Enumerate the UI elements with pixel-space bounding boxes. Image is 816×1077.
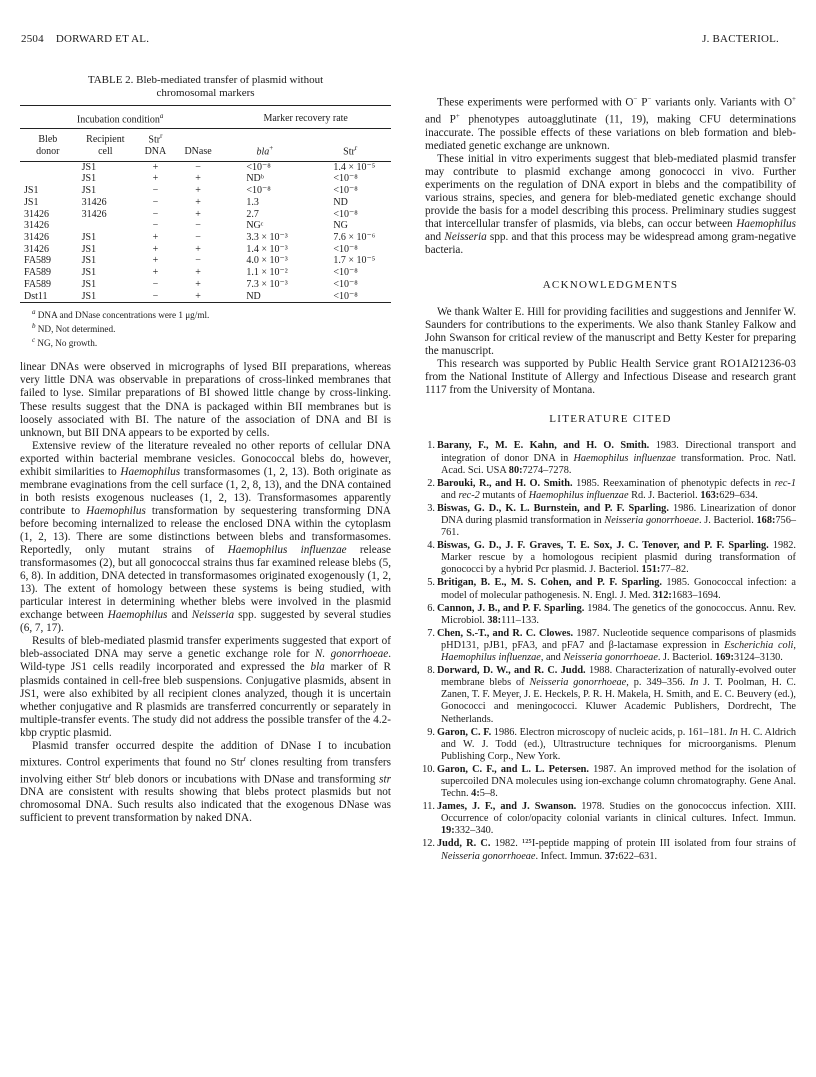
cell-dnase: + bbox=[195, 173, 201, 185]
cell-bla: 7.3 × 10⁻³ bbox=[246, 278, 288, 290]
table-row bbox=[20, 161, 391, 173]
cell-strr: 1.4 × 10⁻⁵ bbox=[333, 161, 376, 173]
reference-number: 11. bbox=[422, 801, 435, 813]
reference-number: 8. bbox=[427, 665, 435, 677]
reference-authors: Judd, R. C. bbox=[437, 838, 491, 850]
reference-number: 7. bbox=[427, 627, 435, 639]
reference-number: 5. bbox=[427, 577, 435, 589]
reference-authors: Garon, C. F. bbox=[437, 726, 492, 738]
paragraph: Plasmid transfer occurred despite the addition of DNase I to incubation mixtures. Control experiments that found no Str$^r$ clones resulting from transfers involving either Str$^r$ bleb donors or incubations with DNase and transforming str DNA are consistent with results showing that blebs protect plasmids but not chromosomal DNA. Such results also indicated that the exogenous DNase was sufficient to prevent transformation by naked DNA. bbox=[20, 739, 391, 825]
col-header-bleb-donor: Bleb donor bbox=[20, 129, 76, 162]
table-row bbox=[20, 185, 391, 197]
cell-recipient: JS1 bbox=[81, 278, 97, 290]
cell-bleb-donor: 31426 bbox=[24, 208, 49, 220]
cell-recipient: JS1 bbox=[81, 231, 97, 243]
reference-authors: Biswas, G. D., J. F. Graves, T. E. Sox, J. C. Tenover, and P. F. Sparling. bbox=[437, 540, 769, 552]
reference-volume: 312: bbox=[652, 589, 672, 601]
cell-strr: 7.6 × 10⁻⁶ bbox=[333, 231, 376, 243]
reference-item: 3. Biswas, G. D., K. L. Burnstein, and P. F. Sparling. 1986. Linearization of donor DNA during plasmid transformation in Neisseria gonorrhoeae. J. Bacteriol. 168:756–761. bbox=[425, 503, 796, 539]
cell-strr: <10⁻⁸ bbox=[333, 278, 358, 290]
cell-str-dna: + bbox=[152, 161, 159, 173]
table-row bbox=[20, 220, 391, 232]
paragraph: These initial in vitro experiments suggest that bleb-mediated plasmid transfer may contribute to plasmid exchange among gonococci in vivo. Further experiments on the regulation of DNA export in blebs and the compatibility of various strains, species, and genera for bleb-mediated genetic exchange should provide the basis for a model describing this process. Preliminary studies suggest that intercellular transfer of plasmids, via blebs, can occur between Haemophilus and Neisseria spp. and that this process may be widespread among gram-negative bacteria. bbox=[425, 152, 796, 256]
reference-volume: 19: bbox=[441, 825, 455, 837]
cell-bla: NGᶜ bbox=[246, 220, 264, 232]
reference-authors: Biswas, G. D., K. L. Burnstein, and P. F. Sparling. bbox=[437, 502, 669, 514]
reference-number: 4. bbox=[427, 540, 435, 552]
cell-bleb-donor: JS1 bbox=[24, 196, 39, 208]
cell-recipient: JS1 bbox=[81, 290, 97, 302]
table-footnotes bbox=[20, 307, 391, 349]
cell-bleb-donor: FA589 bbox=[24, 255, 52, 267]
cell-strr: <10⁻⁸ bbox=[333, 243, 358, 255]
reference-number: 1. bbox=[427, 440, 435, 452]
cell-recipient: 31426 bbox=[81, 208, 107, 220]
cell-bla: NDᵇ bbox=[246, 173, 264, 185]
cell-str-dna: − bbox=[152, 278, 159, 290]
reference-item: 10. Garon, C. F., and L. L. Petersen. 1987. An improved method for the isolation of supercoiled DNA molecules using ion-exchange column chromatography. Gene Anal. Techn. 4:5–8. bbox=[425, 764, 796, 800]
reference-item: 9. Garon, C. F. 1986. Electron microscopy of nucleic acids, p. 161–181. In H. C. Aldrich and W. J. Todd (ed.), Ultrastructure techniques for microorganisms. Plenum Publishing Corp., New York. bbox=[425, 727, 796, 763]
cell-dnase: − bbox=[195, 231, 201, 243]
table-row bbox=[20, 209, 391, 221]
cell-recipient: JS1 bbox=[81, 161, 97, 173]
reference-authors: Barany, F., M. E. Kahn, and H. O. Smith. bbox=[437, 440, 650, 452]
cell-recipient bbox=[76, 220, 135, 232]
table-row bbox=[20, 244, 391, 256]
cell-dnase: + bbox=[195, 185, 201, 197]
reference-item: 12. Judd, R. C. 1982. ¹²⁵I-peptide mapping of protein III isolated from four strains of Neisseria gonorrhoeae. Infect. Immun. 37:622–631. bbox=[425, 838, 796, 862]
col-header-bla: bla+ bbox=[220, 129, 309, 162]
cell-bla: ND bbox=[246, 290, 261, 302]
col-header-str-dna: Str$^r$ DNA bbox=[135, 129, 176, 162]
cell-bla: 3.3 × 10⁻³ bbox=[246, 231, 288, 243]
reference-authors: Chen, S.-T., and R. C. Clowes. bbox=[437, 627, 574, 639]
cell-str-dna: − bbox=[152, 208, 159, 220]
cell-dnase: − bbox=[195, 220, 201, 232]
cell-bleb-donor: Dst11 bbox=[24, 290, 48, 302]
running-authors: DORWARD ET AL. bbox=[55, 33, 150, 45]
cell-str-dna: + bbox=[152, 231, 159, 243]
cell-bla: 1.4 × 10⁻³ bbox=[246, 243, 288, 255]
reference-authors: James, J. F., and J. Swanson. bbox=[437, 801, 577, 813]
cell-recipient: JS1 bbox=[81, 173, 97, 185]
paragraph: Results of bleb-mediated plasmid transfer experiments suggested that export of bleb-associated DNA may serve a genetic exchange role for N. gonorrhoeae. Wild-type JS1 cells readily incorporated and expressed the bla marker of R plasmids contained in cell-free bleb suspensions. Conjugative plasmids, absent in JS1, were also exhibited by all recipient clones analyzed, though it is uncertain whether conjugative and R plasmids are transferred concurrently or separately in multiple-transfer events. The study did not address the possible transfer of the 4.2-kbp cryptic plasmid. bbox=[20, 635, 392, 739]
reference-number: 6. bbox=[427, 602, 435, 614]
cell-dnase: − bbox=[195, 161, 201, 173]
cell-strr: <10⁻⁸ bbox=[333, 185, 358, 197]
cell-bla: <10⁻⁸ bbox=[246, 185, 271, 197]
cell-recipient: 31426 bbox=[81, 196, 107, 208]
reference-authors: Dorward, D. W., and R. C. Judd. bbox=[437, 665, 586, 677]
reference-authors: Britigan, B. E., M. S. Cohen, and P. F. Sparling. bbox=[437, 577, 662, 589]
cell-strr: 1.7 × 10⁻⁵ bbox=[333, 255, 376, 267]
cell-dnase: + bbox=[195, 290, 201, 302]
cell-recipient: JS1 bbox=[81, 243, 97, 255]
reference-volume: 168: bbox=[756, 515, 776, 527]
cell-str-dna: + bbox=[152, 243, 159, 255]
cell-dnase: + bbox=[195, 243, 201, 255]
cell-strr: ND bbox=[333, 196, 348, 208]
reference-item: 4. Biswas, G. D., J. F. Graves, T. E. Sox, J. C. Tenover, and P. F. Sparling. 1982. Marker rescue by a homologous recipient plasmid during transformation of gonococci by a hybrid Pcr plasmid. J. Bacteriol. 151:77–82. bbox=[425, 540, 796, 576]
cell-str-dna: − bbox=[152, 185, 159, 197]
cell-bla: 2.7 bbox=[246, 208, 259, 220]
cell-bleb-donor: JS1 bbox=[24, 185, 39, 197]
cell-bla: 4.0 × 10⁻³ bbox=[246, 255, 288, 267]
cell-strr: <10⁻⁸ bbox=[333, 267, 358, 279]
table-footnote: $^b$ ND, Not determined. bbox=[32, 322, 116, 335]
col-header-dnase: DNase bbox=[176, 129, 221, 162]
reference-volume: 163: bbox=[700, 489, 720, 501]
cell-dnase: + bbox=[195, 267, 201, 279]
page-number: 2504 bbox=[21, 33, 44, 45]
reference-volume: 151: bbox=[641, 564, 661, 576]
reference-authors: Barouki, R., and H. O. Smith. bbox=[437, 477, 573, 489]
reference-volume: 169: bbox=[715, 652, 734, 664]
cell-bleb-donor: 31426 bbox=[24, 243, 49, 255]
paragraph: Extensive review of the literature revealed no other reports of cellular DNA exported within bacterial membrane vesicles. Gonococcal blebs do, however, exhibit similarities to Haemophilus transformasomes (1, 2, 13). Both originate as membrane evaginations from the cell surface (1, 2, 8, 13), and the DNA contained in both resists exogenous nucleases (1, 2, 13). Transformasomes apparently contribute to Haemophilus transformation by sequestering transforming DNA before becoming internalized to release the enclosed DNA within the cytoplasm (1, 2, 13). There are some distinctions between blebs and transformasomes. Reportedly, only mutant strains of Haemophilus influenzae release transformasomes (2), but all gonococcal strains thus far examined release blebs (5, 6, 8). In addition, DNA detected in transformasomes originated exogenously (1, 2, 13). The extent of homology between these systems is being studied, with particular interest in determining whether blebs were involved in the plasmid exchange between Haemophilus and Neisseria spp. suggested by several studies (6, 7, 17). bbox=[20, 439, 392, 635]
acknowledgments-heading: ACKNOWLEDGMENTS bbox=[542, 279, 679, 292]
table-title: TABLE 2. Bleb-mediated transfer of plasmid without chromosomal markers bbox=[87, 74, 324, 99]
paragraph: linear DNAs were observed in micrographs of lysed BII preparations, whereas very little DNA was observable in preparations of cross-linked membranes that failed to lyse. Similar preparations of BI showed little change by cross-linking. These results suggest that the DNA is packaged within BII membranes but is loosely associated with BI. The nature of the association of DNA and BI is unknown, but BII DNA appears to be exported by cells. bbox=[20, 361, 391, 439]
cell-str-dna: + bbox=[152, 173, 159, 185]
cell-dnase: + bbox=[195, 208, 201, 220]
table-row bbox=[20, 255, 391, 267]
reference-number: 9. bbox=[427, 726, 435, 738]
running-header-left bbox=[21, 33, 149, 45]
funding-text: This research was supported by Public Health Service grant RO1AI21236-03 from the National Institute of Allergy and Infectious Disease and research grant 1117 from the University of Montana. bbox=[425, 358, 796, 397]
cell-recipient: JS1 bbox=[81, 185, 97, 197]
cell-bleb-donor: FA589 bbox=[24, 267, 52, 279]
group-header-condition: Incubation condition$^a$ bbox=[20, 109, 220, 129]
cell-str-dna: − bbox=[152, 290, 159, 302]
reference-list bbox=[422, 440, 797, 862]
acknowledgments-text: We thank Walter E. Hill for providing facilities and suggestions and Jennifer W. Saunders for contributions to the experiments. We also thank Stanley Falkow and John Swanson for critical review of the manuscript and Betty Kester for preparing the manuscript. bbox=[425, 306, 796, 358]
cell-str-dna: + bbox=[152, 255, 159, 267]
cell-dnase: − bbox=[195, 255, 201, 267]
reference-item: 8. Dorward, D. W., and R. C. Judd. 1988. Characterization of naturally-evolved outer membrane blebs of Neisseria gonorrhoeae, p. 349–356. In J. T. Poolman, H. C. Zanen, T. F. Meyer, J. E. Heckels, P. R. H. Makela, H. Smith, and E. C. Beuvery (ed.), Gonococci and meningococci. Kluwer Academic Publishers, Dordrecht, The Netherlands. bbox=[425, 665, 796, 725]
cell-dnase: + bbox=[195, 278, 201, 290]
table-footnote: $^a$ DNA and DNase concentrations were 1 μg/ml. bbox=[32, 308, 210, 321]
cell-recipient: JS1 bbox=[81, 267, 97, 279]
group-header-marker: Marker recovery rate bbox=[220, 109, 391, 129]
cell-bleb-donor: 31426 bbox=[24, 231, 49, 243]
right-column bbox=[422, 60, 797, 864]
cell-strr: <10⁻⁸ bbox=[333, 208, 358, 220]
paragraph: These experiments were performed with O− P− variants only. Variants with O+ and P+ phenotypes autoagglutinate (11, 19), making CFU determinations inaccurate. The possible effects of these variations on bleb formation and bleb-mediated genetic exchange are unknown. bbox=[425, 95, 797, 152]
table-row bbox=[20, 232, 391, 244]
cell-str-dna: + bbox=[152, 267, 159, 279]
cell-strr: NG bbox=[333, 220, 348, 232]
reference-item: 6. Cannon, J. B., and P. F. Sparling. 1984. The genetics of the gonococcus. Annu. Rev. Microbiol. 38:111–133. bbox=[425, 603, 796, 627]
reference-item: 2. Barouki, R., and H. O. Smith. 1985. Reexamination of phenotypic defects in rec-1 and rec-2 mutants of Haemophilus influenzae Rd. J. Bacteriol. 163:629–634. bbox=[425, 478, 796, 502]
cell-bla: <10⁻⁸ bbox=[246, 161, 271, 173]
cell-strr: <10⁻⁸ bbox=[333, 173, 358, 185]
reference-item: 1. Barany, F., M. E. Kahn, and H. O. Smith. 1983. Directional transport and integration of donor DNA in Haemophilus influenzae transformation. Proc. Natl. Acad. Sci. USA 80:7274–7278. bbox=[425, 440, 796, 476]
reference-item: 11. James, J. F., and J. Swanson. 1978. Studies on the gonococcus infection. XIII. Occurrence of color/opacity colonial variants in clinical cultures. Infect. Immun. 19:332–340. bbox=[425, 801, 796, 837]
reference-volume: 4: bbox=[471, 788, 480, 800]
literature-cited-heading: LITERATURE CITED bbox=[549, 413, 672, 426]
reference-volume: 38: bbox=[487, 614, 502, 626]
table-row bbox=[20, 279, 391, 291]
cell-bleb-donor bbox=[20, 173, 76, 185]
cell-bleb-donor: FA589 bbox=[24, 278, 52, 290]
table-row bbox=[20, 197, 391, 209]
left-column bbox=[20, 60, 391, 826]
reference-number: 3. bbox=[427, 502, 435, 514]
table-row bbox=[20, 173, 391, 185]
plasmid-transfer-table bbox=[20, 105, 391, 305]
table-row bbox=[20, 291, 391, 303]
cell-bla: 1.1 × 10⁻² bbox=[246, 267, 288, 279]
col-header-strr: Str$^r$ bbox=[309, 129, 391, 162]
table-row bbox=[20, 267, 391, 279]
reference-authors: Garon, C. F., and L. L. Petersen. bbox=[437, 763, 589, 775]
running-journal: J. BACTERIOL. bbox=[702, 33, 779, 45]
reference-item: 5. Britigan, B. E., M. S. Cohen, and P. F. Sparling. 1985. Gonococcal infection: a model of molecular pathogenesis. N. Engl. J. Med. 312:1683–1694. bbox=[425, 577, 796, 601]
cell-dnase: + bbox=[195, 196, 201, 208]
reference-volume: 37: bbox=[604, 850, 619, 862]
col-header-recipient: Recipient cell bbox=[76, 129, 135, 162]
cell-bleb-donor bbox=[20, 161, 76, 173]
cell-str-dna: − bbox=[152, 196, 159, 208]
cell-bleb-donor: 31426 bbox=[24, 220, 49, 232]
cell-bla: 1.3 bbox=[246, 196, 259, 208]
cell-str-dna: − bbox=[152, 220, 159, 232]
reference-authors: Cannon, J. B., and P. F. Sparling. bbox=[437, 602, 585, 614]
cell-recipient: JS1 bbox=[81, 255, 97, 267]
reference-number: 2. bbox=[427, 477, 435, 489]
reference-volume: 80: bbox=[508, 464, 523, 476]
reference-item: 7. Chen, S.-T., and R. C. Clowes. 1987. Nucleotide sequence comparisons of plasmids pHD131, pJB1, pFA3, and pFA7 and β-lactamase expression in Escherichia coli, Haemophilus influenzae, and Neisseria gonorrhoeae. J. Bacteriol. 169:3124–3130. bbox=[425, 628, 796, 664]
reference-number: 10. bbox=[422, 763, 435, 775]
reference-number: 12. bbox=[422, 838, 435, 850]
cell-strr: <10⁻⁸ bbox=[333, 290, 358, 302]
table-footnote: $^c$ NG, No growth. bbox=[32, 336, 98, 349]
